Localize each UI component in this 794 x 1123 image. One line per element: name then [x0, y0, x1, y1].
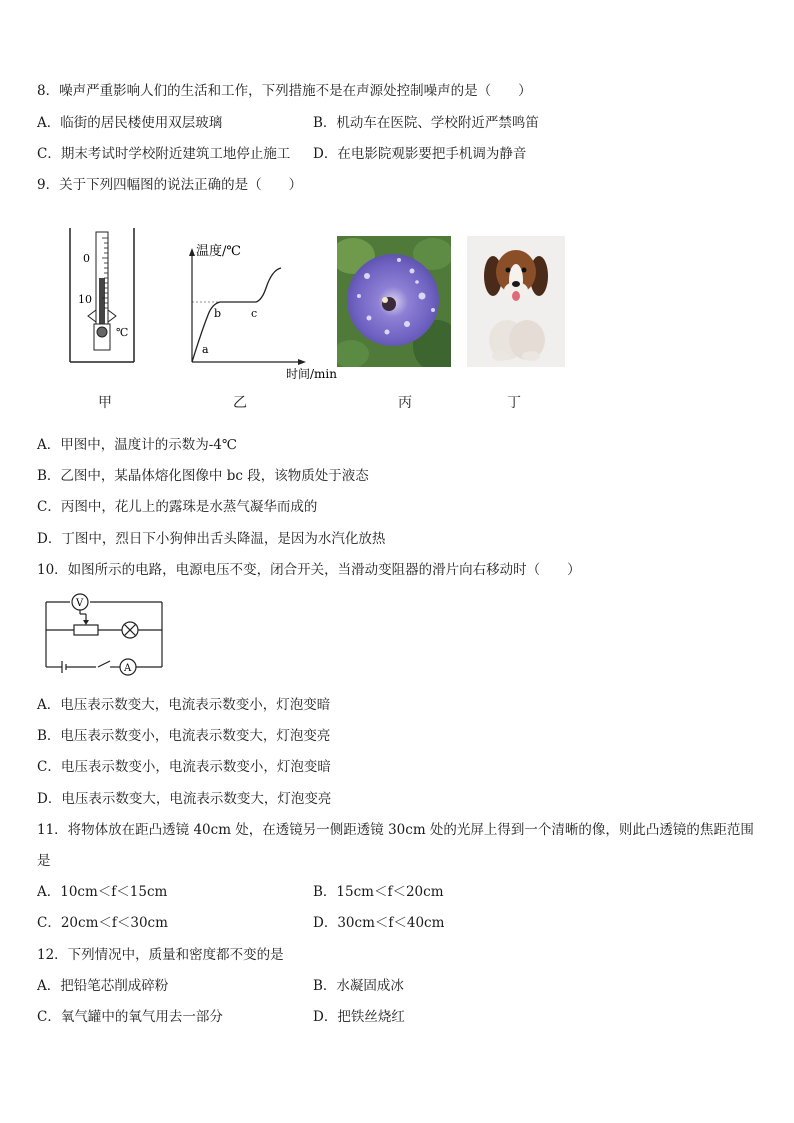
figure-caption-yi: 乙: [233, 395, 247, 411]
graph-point-b: b: [214, 307, 222, 320]
q11-stem-line1: 11．将物体放在距凸透镜 40cm 处，在透镜另一侧距透镜 30cm 处的光屏上得到一个清晰的像，则此凸透镜的焦距范围: [37, 822, 754, 838]
circuit-diagram: [40, 592, 164, 678]
q11-option-d: D．30cm＜f＜40cm: [313, 915, 445, 931]
q10-option-c: C．电压表示数变小，电流表示数变小，灯泡变暗: [37, 759, 331, 775]
flower-photo: [337, 236, 451, 367]
q8-option-d: D．在电影院观影要把手机调为静音: [313, 146, 527, 162]
q11-option-c: C．20cm＜f＜30cm: [37, 915, 168, 931]
graph-xlabel: 时间/min: [286, 367, 337, 381]
thermometer-unit: ℃: [116, 326, 129, 339]
q10-option-b: B．电压表示数变小，电流表示数变大，灯泡变亮: [37, 728, 331, 744]
q8-stem: 8．噪声严重影响人们的生活和工作，下列措施不是在声源处控制噪声的是（ ）: [37, 83, 532, 99]
graph-point-c: c: [251, 307, 258, 320]
voltmeter-label: V: [76, 598, 84, 609]
q8-option-c: C．期末考试时学校附近建筑工地停止施工: [37, 146, 291, 162]
q9-stem: 9．关于下列四幅图的说法正确的是（ ）: [37, 177, 303, 193]
q12-option-d: D．把铁丝烧红: [313, 1009, 405, 1025]
graph-point-a: a: [202, 343, 209, 356]
figure-caption-jia: 甲: [98, 395, 112, 411]
graph-ylabel: 温度/℃: [196, 244, 241, 259]
q9-option-b: B．乙图中，某晶体熔化图像中 bc 段，该物质处于液态: [37, 468, 369, 484]
figure-caption-bing: 丙: [398, 395, 412, 411]
q10-option-d: D．电压表示数变大，电流表示数变大，灯泡变亮: [37, 791, 332, 807]
q12-option-c: C．氧气罐中的氧气用去一部分: [37, 1009, 223, 1025]
q8-option-b: B．机动车在医院、学校附近严禁鸣笛: [313, 115, 539, 131]
q11-stem-line2: 是: [37, 853, 51, 869]
thermometer-label-10: 10: [78, 293, 92, 306]
melting-graph-figure: [186, 240, 346, 382]
puppy-photo: [467, 236, 565, 367]
q9-option-a: A．甲图中，温度计的示数为-4℃: [37, 437, 238, 453]
q11-option-a: A．10cm＜f＜15cm: [37, 884, 168, 900]
q9-option-d: D．丁图中，烈日下小狗伸出舌头降温，是因为水汽化放热: [37, 531, 386, 547]
q8-option-a: A．临街的居民楼使用双层玻璃: [37, 115, 223, 131]
q12-option-a: A．把铅笔芯削成碎粉: [37, 978, 169, 994]
q12-option-b: B．水凝固成冰: [313, 978, 404, 994]
q10-option-a: A．电压表示数变大，电流表示数变小，灯泡变暗: [37, 697, 331, 713]
thermometer-label-0: 0: [83, 252, 90, 265]
q10-stem: 10．如图所示的电路，电源电压不变，闭合开关，当滑动变阻器的滑片向右移动时（ ）: [37, 562, 581, 578]
thermometer-figure: [66, 228, 138, 364]
q9-option-c: C．丙图中，花儿上的露珠是水蒸气凝华而成的: [37, 499, 318, 515]
ammeter-label: A: [124, 663, 132, 674]
figure-caption-ding: 丁: [507, 395, 521, 411]
q12-stem: 12．下列情况中，质量和密度都不变的是: [37, 947, 284, 963]
q11-option-b: B．15cm＜f＜20cm: [313, 884, 444, 900]
